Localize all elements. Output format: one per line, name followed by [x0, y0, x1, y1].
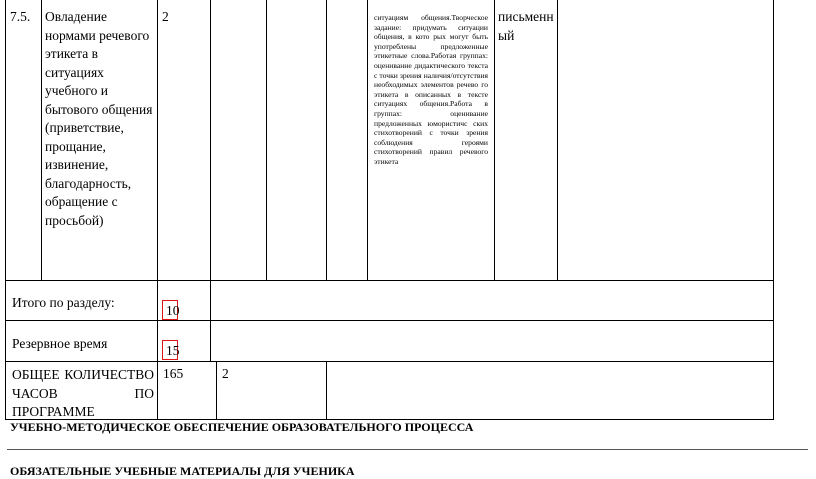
row-divider [5, 280, 774, 281]
column-divider [41, 0, 42, 280]
row-number: 7.5. [10, 9, 31, 24]
table-right-border [773, 0, 774, 420]
section-total-value: 10 [166, 303, 180, 318]
grand-total-label: ОБЩЕЕ КОЛИЧЕСТВО ЧАСОВ ПО ПРОГРАММЕ [12, 367, 154, 419]
row-divider [5, 320, 774, 321]
row-divider [5, 361, 774, 362]
column-divider [326, 361, 327, 419]
section-total-label: Итого по разделу: [12, 295, 115, 310]
control-form-cell: письменный [498, 9, 554, 43]
activity-cell: ситуациям общения.Творческое задание: придумать ситуации общения, в кото рых могут быть употреблены предложенные этикетные слова.Работая группах: оценивание дидактического текста с точки зрения наличия/отсутствия необходимых элементов речево го этикета в описанных в тексте ситуациях общения.Работа в группах: оценивание предложенных юмористичс ских стихотворений с точки зрения соблюдения героями стихотворений правил речевого этикета [374, 13, 488, 166]
column-divider [210, 0, 211, 280]
grand-total-extra: 2 [222, 366, 229, 381]
column-divider [326, 0, 327, 280]
topic-cell: Овладение нормами речевого этикета в ситуациях учебного и бытового общения (приветствие, прощание, извинение, благодарность, обращение с просьбой) [45, 9, 153, 228]
hours-cell: 2 [162, 9, 169, 24]
column-divider [494, 0, 495, 280]
column-divider [266, 0, 267, 280]
column-divider [216, 361, 217, 419]
heading-rule [7, 449, 808, 450]
column-divider [157, 0, 158, 420]
support-heading: УЧЕБНО-МЕТОДИЧЕСКОЕ ОБЕСПЕЧЕНИЕ ОБРАЗОВАТЕЛЬНОГО ПРОЦЕССА [10, 420, 474, 434]
materials-heading: ОБЯЗАТЕЛЬНЫЕ УЧЕБНЫЕ МАТЕРИАЛЫ ДЛЯ УЧЕНИКА [10, 464, 355, 478]
reserve-label: Резервное время [12, 336, 108, 351]
table-left-border [5, 0, 6, 420]
reserve-value: 15 [166, 343, 180, 358]
column-divider [367, 0, 368, 280]
grand-total-hours: 165 [163, 366, 184, 381]
column-divider [210, 280, 211, 361]
